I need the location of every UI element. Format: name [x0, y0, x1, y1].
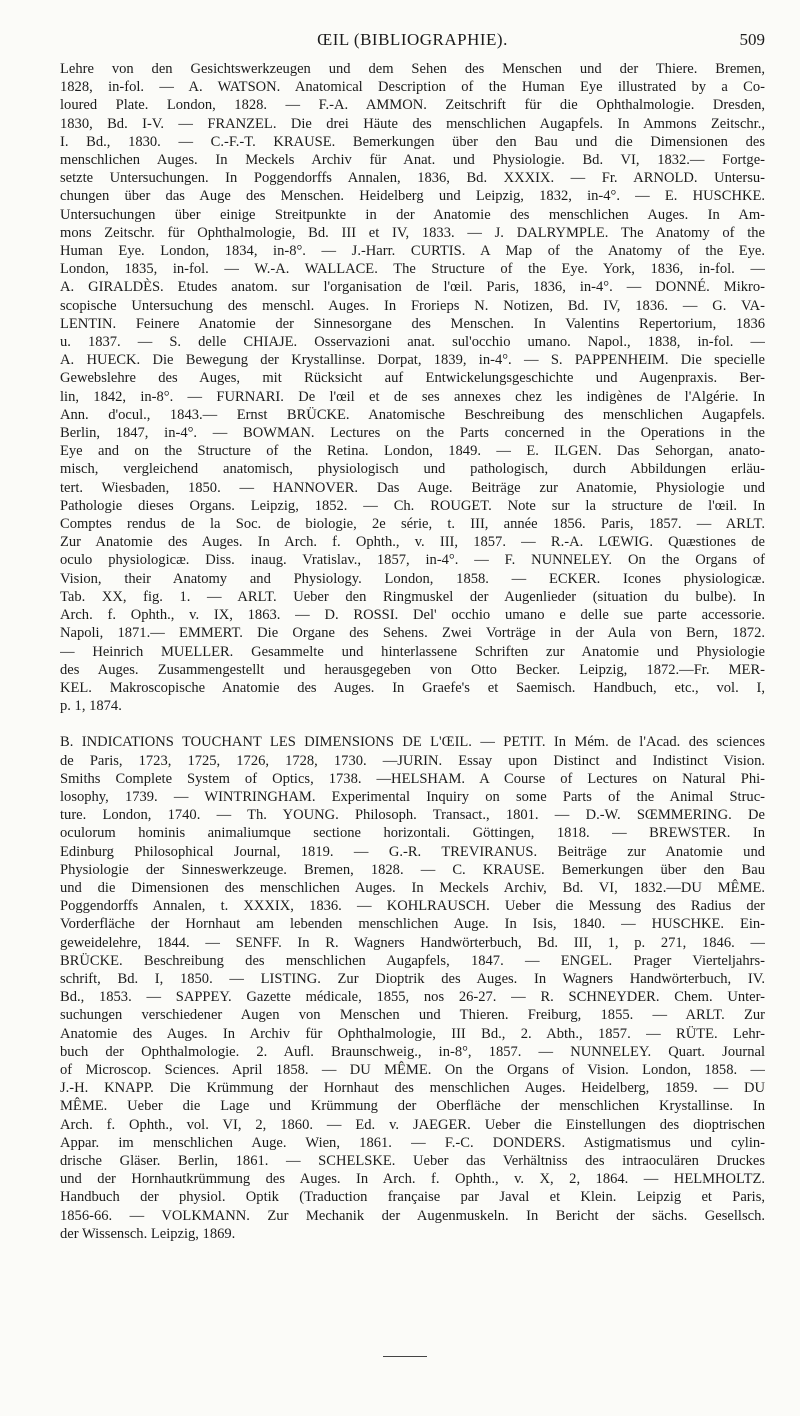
- text-line: Ann. d'ocul., 1843.— Ernst BRÜCKE. Anatomische Beschreibung des menschlichen Augapfels.: [60, 406, 765, 423]
- text-line: Eye and on the Structure of the Retina. London, 1849. — E. ILGEN. Das Sehorgan, anato-: [60, 443, 765, 460]
- text-line: Vorderfläche der Hornhaut am lebenden menschlichen Auge. In Isis, 1840. — HUSCHKE. Ein-: [60, 916, 765, 933]
- text-line: B. INDICATIONS TOUCHANT LES DIMENSIONS DE L'ŒIL. — PETIT. In Mém. de l'Acad. des sciences: [60, 734, 765, 751]
- text-line: buch der Ophthalmologie. 2. Aufl. Braunschweig., in-8°, 1857. — NUNNELEY. Quart. Journal: [60, 1043, 765, 1060]
- running-head: [60, 30, 765, 56]
- text-line: 1830, Bd. I-V. — FRANZEL. Die drei Häute des menschlichen Augapfels. In Ammons Zeitschr.,: [60, 115, 765, 132]
- bibliography-paragraph-B: [60, 733, 765, 1243]
- text-line: MÊME. Ueber die Lage und Krümmung der Oberfläche der menschlichen Krystallinse. In: [60, 1098, 765, 1115]
- text-line: geweidelehre, 1844. — SENFF. In R. Wagners Handwörterbuch, Bd. III, 1, p. 271, 1846. —: [60, 934, 765, 951]
- text-line: lin, 1842, in-8°. — FURNARI. De l'œil et de ses annexes chez les indigènes de l'Algérie. In: [60, 388, 765, 405]
- text-line: LENTIN. Feinere Anatomie der Sinnesorgane des Menschen. In Valentins Repertorium, 1836: [60, 315, 765, 332]
- running-head-title: ŒIL (BIBLIOGRAPHIE).: [317, 30, 508, 49]
- text-line: des Auges. Zusammengestellt und herausgegeben von Otto Becker. Leipzig, 1872.—Fr. MER-: [60, 661, 765, 678]
- text-line: scopische Untersuchung des menschl. Auges. In Frorieps N. Notizen, Bd. IV, 1836. — G. VA-: [60, 297, 765, 314]
- text-line: menschlichen Auges. In Meckels Archiv für Anat. und Physiologie. Bd. VI, 1832.— Fortge-: [60, 152, 765, 169]
- text-line: loured Plate. London, 1828. — F.-A. AMMON. Zeitschrift für die Ophthalmologie. Dresden,: [60, 97, 765, 114]
- text-line: oculorum hominis animaliumque sectione horizontali. Göttingen, 1818. — BREWSTER. In: [60, 825, 765, 842]
- text-line: Handbuch der physiol. Optik (Traduction française par Javal et Klein. Leipzig et Paris,: [60, 1189, 765, 1206]
- footer-rule: [383, 1356, 427, 1357]
- text-line: und die Dimensionen des menschlichen Auges. In Meckels Archiv, Bd. VI, 1832.—DU MÊME.: [60, 879, 765, 896]
- text-line: misch, vergleichend anatomisch, physiologisch und pathologisch, durch Abbildungen erläu-: [60, 461, 765, 478]
- text-line: Appar. im menschlichen Auge. Wien, 1861. — F.-C. DONDERS. Astigmatismus und cylin-: [60, 1134, 765, 1151]
- text-line: Tab. XX, fig. 1. — ARLT. Ueber den Ringmuskel der Augenlieder (situation du bulbe). In: [60, 588, 765, 605]
- text-line: of Microscop. Sciences. April 1858. — DU MÊME. On the Organs of Vision. London, 1858. —: [60, 1061, 765, 1078]
- text-line: mons Zeitschr. für Ophthalmologie, Bd. III et IV, 1833. — J. DALRYMPLE. The Anatomy of the: [60, 224, 765, 241]
- text-line: Gewebslehre des Auges, mit Rücksicht auf Entwickelungsgeschichte und Augenpraxis. Ber-: [60, 370, 765, 387]
- text-line: BRÜCKE. Beschreibung des menschlichen Augapfels, 1847. — ENGEL. Prager Vierteljahrs-: [60, 952, 765, 969]
- text-line: Napoli, 1871.— EMMERT. Die Organe des Sehens. Zwei Vorträge in der Aula von Bern, 1872.: [60, 625, 765, 642]
- text-line: — Heinrich MUELLER. Gesammelte und hinterlassene Schriften zur Anatomie und Physiologie: [60, 643, 765, 660]
- text-line: chungen über das Auge des Menschen. Heidelberg und Leipzig, 1832, in-4°. — E. HUSCHKE.: [60, 188, 765, 205]
- text-line: Human Eye. London, 1834, in-8°. — J.-Harr. CURTIS. A Map of the Anatomy of the Eye.: [60, 243, 765, 260]
- text-line: losophy, 1739. — WINTRINGHAM. Experimental Inquiry on some Parts of the Animal Struc-: [60, 788, 765, 805]
- text-line: u. 1837. — S. delle CHIAJE. Osservazioni anat. sul'occhio umano. Napol., 1838, in-fol. —: [60, 334, 765, 351]
- text-line: Berlin, 1847, in-4°. — BOWMAN. Lectures on the Parts concerned in the Operations in the: [60, 425, 765, 442]
- text-line: de Paris, 1723, 1725, 1726, 1728, 1730. —JURIN. Essay upon Distinct and Indistinct Vision.: [60, 752, 765, 769]
- text-line: oculo physiologicæ. Diss. inaug. Vratislav., 1857, in-4°. — F. NUNNELEY. On the Organs of: [60, 552, 765, 569]
- text-line: Comptes rendus de la Soc. de biologie, 2e série, t. III, année 1856. Paris, 1857. — ARLT.: [60, 516, 765, 533]
- text-line: tert. Wiesbaden, 1850. — HANNOVER. Das Auge. Beiträge zur Anatomie, Physiologie und: [60, 479, 765, 496]
- text-line: Poggendorffs Annalen, t. XXXIX, 1836. — KOHLRAUSCH. Ueber die Messung des Radius der: [60, 898, 765, 915]
- page-number: 509: [739, 30, 765, 49]
- text-line: setzte Untersuchungen. In Poggendorffs Annalen, 1836, Bd. XXXIX. — Fr. ARNOLD. Untersu-: [60, 170, 765, 187]
- text-line: ture. London, 1740. — Th. YOUNG. Philosoph. Transact., 1801. — D.-W. SŒMMERING. De: [60, 807, 765, 824]
- text-line: p. 1, 1874.: [60, 698, 122, 715]
- bibliography-paragraph-A-continued: [60, 60, 765, 715]
- text-line: London, 1835, in-fol. — W.-A. WALLACE. The Structure of the Eye. York, 1836, in-fol. —: [60, 261, 765, 278]
- text-line: 1856-66. — VOLKMANN. Zur Mechanik der Augenmuskeln. In Bericht der sächs. Gesellsch.: [60, 1207, 765, 1224]
- section-gap: [60, 715, 765, 733]
- text-line: Zur Anatomie des Auges. In Arch. f. Ophth., v. III, 1857. — R.-A. LŒWIG. Quæstiones de: [60, 534, 765, 551]
- text-line: Pathologie dieses Organs. Leipzig, 1852. — Ch. ROUGET. Note sur la structure de l'œil. In: [60, 497, 765, 514]
- text-line: Arch. f. Ophth., vol. VI, 2, 1860. — Ed. v. JAEGER. Ueber die Einstellungen des dioptrischen: [60, 1116, 765, 1133]
- text-line: Edinburg Philosophical Journal, 1819. — G.-R. TREVIRANUS. Beiträge zur Anatomie und: [60, 843, 765, 860]
- text-line: Untersuchungen über einige Streitpunkte in der Anatomie des menschlichen Auges. In Am-: [60, 206, 765, 223]
- text-line: Lehre von den Gesichtswerkzeugen und dem Sehen des Menschen und der Thiere. Bremen,: [60, 61, 765, 77]
- text-line: Smiths Complete System of Optics, 1738. —HELSHAM. A Course of Lectures on Natural Phi-: [60, 770, 765, 787]
- text-line: J.-H. KNAPP. Die Krümmung der Hornhaut des menschlichen Auges. Heidelberg, 1859. — DU: [60, 1080, 765, 1097]
- text-line: 1828, in-fol. — A. WATSON. Anatomical Description of the Human Eye illustrated by a Co-: [60, 79, 765, 96]
- text-line: A. HUECK. Die Bewegung der Krystallinse. Dorpat, 1839, in-4°. — S. PAPPENHEIM. Die specielle: [60, 352, 765, 369]
- text-line: KEL. Makroscopische Anatomie des Auges. In Graefe's et Saemisch. Handbuch, etc., vol. I,: [60, 679, 765, 696]
- text-line: der Wissensch. Leipzig, 1869.: [60, 1225, 236, 1242]
- text-line: Physiologie der Sinneswerkzeuge. Bremen, 1828. — C. KRAUSE. Bemerkungen über den Bau: [60, 861, 765, 878]
- text-line: Vision, their Anatomy and Physiology. London, 1858. — ECKER. Icones physiologicæ.: [60, 570, 765, 587]
- text-line: drische Gläser. Berlin, 1861. — SCHELSKE. Ueber das Verhältniss des intraoculären Druckes: [60, 1152, 765, 1169]
- text-line: schrift, Bd. I, 1850. — LISTING. Zur Dioptrik des Auges. In Wagners Handwörterbuch, IV.: [60, 970, 765, 987]
- text-line: und der Hornhautkrümmung des Auges. In Arch. f. Ophth., v. X, 2, 1864. — HELMHOLTZ.: [60, 1171, 765, 1188]
- text-line: Arch. f. Ophth., v. IX, 1863. — D. ROSSI. Del' occhio umano e delle sue parte accessorie.: [60, 607, 765, 624]
- bibliography-text: [60, 60, 765, 1243]
- text-line: suchungen verschiedener Augen von Menschen und Thieren. Freiburg, 1855. — ARLT. Zur: [60, 1007, 765, 1024]
- text-line: Bd., 1853. — SAPPEY. Gazette médicale, 1855, nos 26-27. — R. SCHNEYDER. Chem. Unter-: [60, 989, 765, 1006]
- text-line: A. GIRALDÈS. Etudes anatom. sur l'organisation de l'œil. Paris, 1836, in-4°. — DONNÉ. Mikro-: [60, 279, 765, 296]
- text-line: Anatomie des Auges. In Archiv für Ophthalmologie, III Bd., 2. Abth., 1857. — RÜTE. Lehr-: [60, 1025, 765, 1042]
- text-line: I. Bd., 1830. — C.-F.-T. KRAUSE. Bemerkungen über den Bau und die Dimensionen des: [60, 133, 765, 150]
